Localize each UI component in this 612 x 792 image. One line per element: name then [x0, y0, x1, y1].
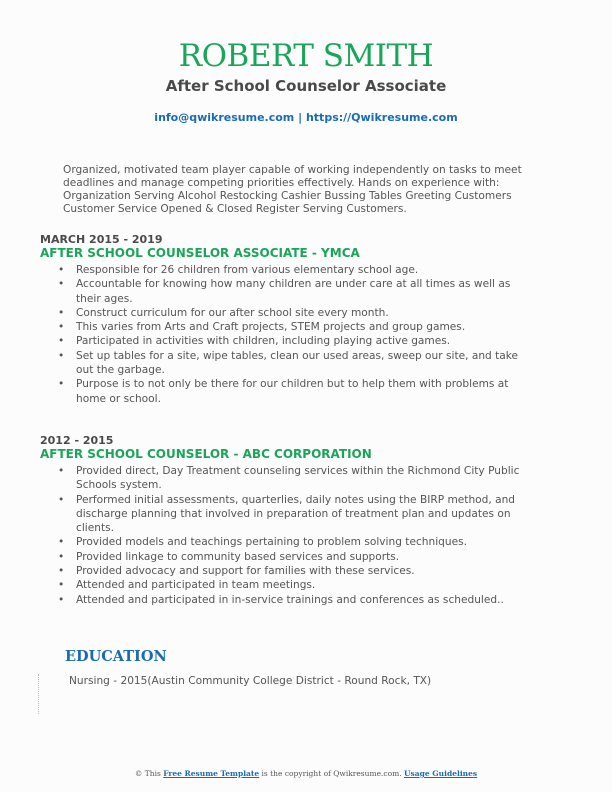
job-heading: AFTER SCHOOL COUNSELOR ASSOCIATE - YMCA — [40, 246, 360, 260]
job-title: After School Counselor Associate — [165, 77, 447, 95]
bullet-item: • Participated in activities with children, including playing active games. — [58, 334, 538, 348]
job-bullets — [58, 263, 538, 406]
bullet-item: • Purpose is to not only be there for our children but to help them with problems at home or school. — [58, 377, 538, 406]
candidate-name: ROBERT SMITH — [178, 38, 434, 74]
bullet-item: • Construct curriculum for our after school site every month. — [58, 306, 538, 320]
bullet-item: • Provided linkage to community based services and supports. — [58, 550, 538, 564]
free-template-link[interactable]: Free Resume Template — [163, 769, 260, 778]
footer-prefix: © This — [134, 769, 164, 778]
section-divider — [38, 674, 39, 714]
footer-middle: is the copyright of Qwikresume.com. — [259, 769, 405, 778]
job-heading: AFTER SCHOOL COUNSELOR - ABC CORPORATION — [40, 447, 372, 461]
contact-line — [0, 111, 612, 124]
job-bullets — [58, 464, 538, 607]
bullet-item: • Performed initial assessments, quarterlies, daily notes using the BIRP method, and discharge planning that involved in preparation of treatment plan and updates on clients. — [58, 493, 538, 536]
education-item: Nursing - 2015(Austin Community College District - Round Rock, TX) — [69, 675, 432, 687]
bullet-item: • Attended and participated in team meetings. — [58, 578, 538, 592]
usage-guidelines-link[interactable]: Usage Guidelines — [404, 769, 478, 778]
contact-separator: | — [294, 111, 306, 124]
bullet-item: • Provided direct, Day Treatment counseling services within the Richmond City Public Schools system. — [58, 464, 538, 493]
footer — [0, 769, 612, 778]
job-date: MARCH 2015 - 2019 — [40, 233, 163, 246]
bullet-item: • Responsible for 26 children from various elementary school age. — [58, 263, 538, 277]
website-link[interactable]: https://Qwikresume.com — [305, 111, 458, 124]
bullet-item: • This varies from Arts and Craft projects, STEM projects and group games. — [58, 320, 538, 334]
summary: Organized, motivated team player capable of working independently on tasks to meet deadlines and manage competing priorities effectively. Hands on experience with: Organization Serving Alcohol Restocking Cashier Bussing Tables Greeting Customers Customer Service Opened & Closed Register Serving Customers. — [63, 164, 522, 215]
bullet-item: • Provided models and teachings pertaining to problem solving techniques. — [58, 535, 538, 549]
bullet-item: • Set up tables for a site, wipe tables, clean our used areas, sweep our site, and take out the garbage. — [58, 349, 538, 378]
bullet-item: • Accountable for knowing how many children are under care at all times as well as their ages. — [58, 277, 538, 306]
education-heading: EDUCATION — [65, 648, 167, 665]
bullet-item: • Attended and participated in in-service trainings and conferences as scheduled.. — [58, 593, 538, 607]
bullet-item: • Provided advocacy and support for families with these services. — [58, 564, 538, 578]
job-date: 2012 - 2015 — [40, 434, 114, 447]
email-link[interactable]: info@qwikresume.com — [154, 111, 295, 124]
